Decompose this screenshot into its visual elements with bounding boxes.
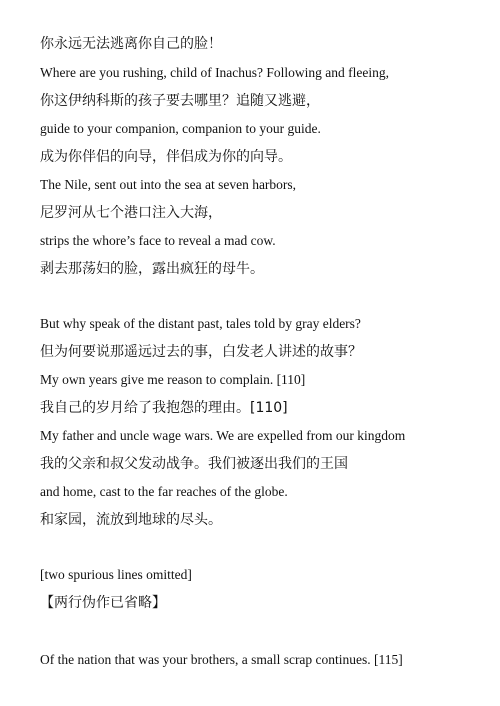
text-line-zh: 我的父亲和叔父发动战争。我们被逐出我们的王国 xyxy=(40,456,348,472)
text-line-en: My father and uncle wage wars. We are expelled from our kingdom xyxy=(40,428,406,443)
text-line-zh: 你这伊纳科斯的孩子要去哪里？追随又逃避， xyxy=(40,93,320,109)
text-line-en: guide to your companion, companion to your guide. xyxy=(40,121,321,136)
text-line-en: Of the nation that was your brothers, a small scrap continues. [115] xyxy=(40,652,403,667)
text-line-zh: 但为何要说那遥远过去的事，白发老人讲述的故事？ xyxy=(40,344,362,360)
text-line-zh: 成为你伴侣的向导，伴侣成为你的向导。 xyxy=(40,149,292,165)
text-line-en: But why speak of the distant past, tales told by gray elders? xyxy=(40,316,361,331)
text-line-en: Where are you rushing, child of Inachus? Following and fleeing, xyxy=(40,65,390,80)
text-line-en: [two spurious lines omitted] xyxy=(40,567,192,582)
text-line-zh: 我自己的岁月给了我抱怨的理由。[110] xyxy=(40,400,288,416)
text-line-zh: 你永远无法逃离你自己的脸！ xyxy=(40,36,222,52)
text-line-zh: 尼罗河从七个港口注入大海， xyxy=(40,205,222,221)
text-line-en: My own years give me reason to complain. [110] xyxy=(40,372,306,387)
text-line-en: The Nile, sent out into the sea at seven harbors, xyxy=(40,177,297,192)
text-line-zh: 和家园，流放到地球的尽头。 xyxy=(40,512,222,528)
text-line-en: and home, cast to the far reaches of the globe. xyxy=(40,484,288,499)
text-line-zh: 【两行伪作已省略】 xyxy=(40,595,166,611)
text-line-en: strips the whore’s face to reveal a mad cow. xyxy=(40,233,276,248)
text-line-zh: 剥去那荡妇的脸，露出疯狂的母牛。 xyxy=(40,261,264,277)
